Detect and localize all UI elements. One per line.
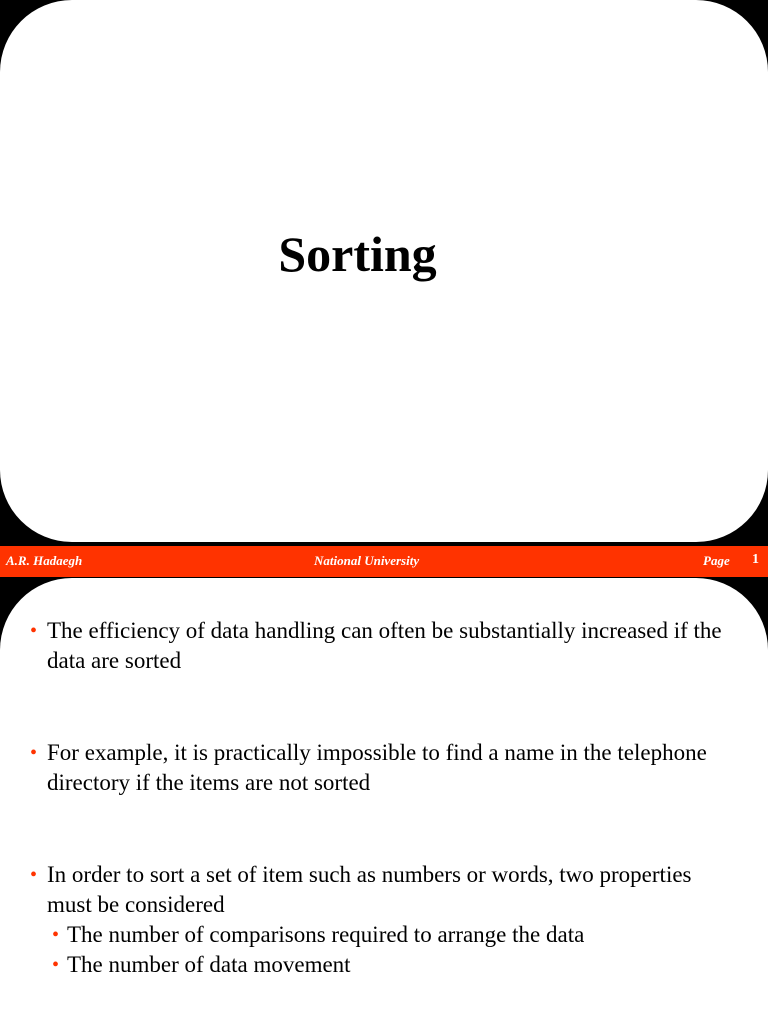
bullet-dot-icon: • bbox=[52, 924, 60, 946]
footer-author: A.R. Hadaegh bbox=[6, 553, 83, 568]
sub-bullet-item bbox=[28, 950, 728, 980]
bullet-dot-icon: • bbox=[30, 620, 38, 642]
bullet-text: For example, it is practically impossible to find a name in the telephone directory if the items are not sorted bbox=[47, 740, 707, 795]
sub-bullet-text: The number of data movement bbox=[67, 952, 351, 977]
content-slide bbox=[0, 578, 768, 1024]
footer-page-number: 1 bbox=[752, 552, 759, 567]
bullet-item bbox=[28, 860, 728, 980]
footer-page-label: Page bbox=[703, 553, 730, 568]
sub-bullet-text: The number of comparisons required to arrange the data bbox=[67, 922, 585, 947]
slide-title: Sorting bbox=[278, 226, 437, 282]
sub-bullet-list bbox=[28, 920, 728, 980]
bullet-dot-icon: • bbox=[52, 954, 60, 976]
bullet-dot-icon: • bbox=[30, 864, 38, 886]
bullet-dot-icon: • bbox=[30, 742, 38, 764]
bullet-item bbox=[28, 616, 728, 676]
bullet-text: In order to sort a set of item such as numbers or words, two properties must be considered bbox=[47, 862, 692, 917]
sub-bullet-item bbox=[28, 920, 728, 950]
footer-institution: National University bbox=[314, 553, 420, 568]
bullet-text: The efficiency of data handling can often be substantially increased if the data are sorted bbox=[47, 618, 722, 673]
bullet-item bbox=[28, 738, 728, 798]
slide-footer bbox=[0, 546, 768, 577]
bullet-list bbox=[28, 616, 728, 980]
